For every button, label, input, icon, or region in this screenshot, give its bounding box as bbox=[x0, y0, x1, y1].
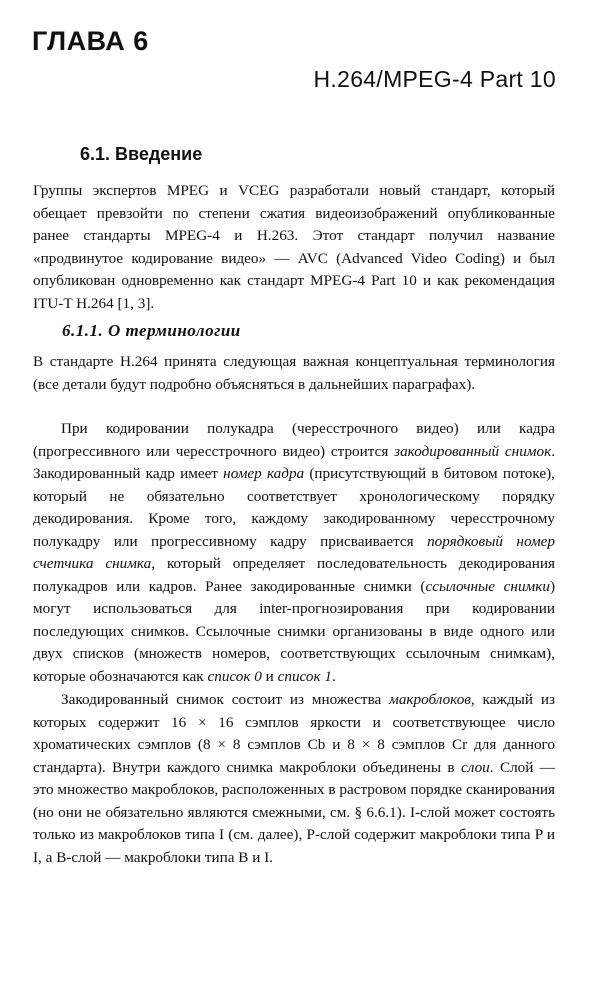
paragraph-coded-picture bbox=[33, 418, 555, 688]
text-run: . Закодированный кадр имеет bbox=[33, 442, 555, 482]
text-run: , каждый из которых содержит 16 × 16 сэмплов яркости и соответствующее число хроматических сэмплов (8 × 8 сэмплов Cb и 8 × 8 сэмплов Cr для данного стандарта). Внутри каждого снимка макроблоки объединены в bbox=[33, 691, 555, 776]
paragraph-terminology: В стандарте H.264 принята следующая важная концептуальная терминология (все детали будут подробно объясняться в дальнейших параграфах). bbox=[33, 353, 555, 393]
term-reference-pictures: ссылочные снимки bbox=[425, 577, 550, 595]
text-run: и bbox=[261, 667, 278, 685]
paragraph-macroblocks bbox=[33, 689, 555, 869]
text-run: (присутствующий в битовом потоке), который не обязательно соответствует хронологическому порядку декодирования. Кроме того, каждому закодированному чересстрочному полукадру или прогрессивному кадру присваивается bbox=[33, 465, 555, 550]
term-list-1: список 1 bbox=[277, 667, 332, 685]
subsection-title: 6.1.1. О терминологии bbox=[62, 321, 241, 340]
text-run: Закодированный снимок состоит из множества bbox=[61, 691, 390, 708]
section-title: 6.1. Введение bbox=[80, 144, 203, 164]
chapter-label: ГЛАВА 6 bbox=[32, 26, 149, 56]
term-slices: слои bbox=[461, 758, 490, 776]
term-picture-order-count: порядковый номер счетчика снимка bbox=[33, 532, 555, 572]
text-run: . Слой — это множество макроблоков, расположенных в растровом порядке сканирования (но они не обязательно являются смежными, см. § 6.6.1). I-слой может состоять только из макроблоков типа I (см. далее), P-слой содержит макроблоки типа P и I, а B-слой — макроблоки типа B и I. bbox=[33, 758, 555, 866]
term-list-0: список 0 bbox=[207, 667, 262, 685]
text-run: . bbox=[332, 667, 336, 685]
term-coded-picture: закодированный снимок bbox=[394, 442, 552, 460]
text-run: При кодировании полукадра (чересстрочного видео) или кадра (прогрессивного или чересстрочного видео) строится bbox=[33, 420, 555, 460]
text-run: , который определяет последовательность декодирования полукадров или кадров. Ранее закодированные снимки ( bbox=[33, 555, 555, 595]
text-run: ) могут использоваться для inter-прогнозирования при кодировании последующих снимков. Ссылочные снимки организованы в виде одного или двух списков (множеств номеров, соответствующих ссылочным снимкам), которые обозначаются как bbox=[33, 577, 556, 685]
term-frame-number: номер кадра bbox=[223, 465, 305, 482]
chapter-title: H.264/MPEG-4 Part 10 bbox=[313, 66, 556, 92]
paragraph-intro: Группы экспертов MPEG и VCEG разработали новый стандарт, который обещает превзойти по степени сжатия видеоизображений опубликованные ранее стандарты MPEG-4 и H.263. Этот стандарт получил название «продвинутое кодирование видео» — AVC (Advanced Video Coding) и был опубликован одновременно как стандарт MPEG-4 Part 10 и как рекомендация ITU-T H.264 [1, 3]. bbox=[33, 182, 555, 312]
term-macroblocks: макроблоков bbox=[389, 691, 471, 708]
